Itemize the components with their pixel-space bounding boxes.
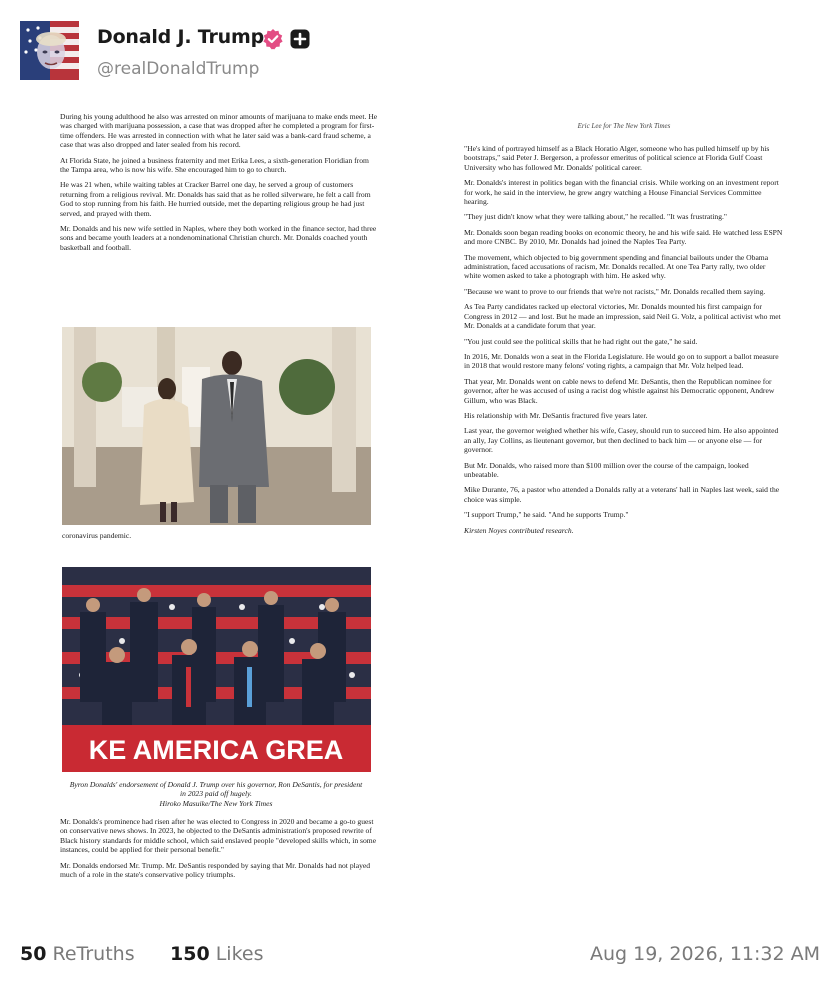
- article-left-bottom: [60, 817, 380, 885]
- display-name[interactable]: Donald J. Trump: [97, 26, 264, 48]
- article-paragraph: Mike Durante, 76, a pastor who attended a Donalds rally at a veterans' hall in Naples last week, said the choice was simple.: [464, 485, 780, 504]
- article-left-top: [60, 112, 380, 317]
- attached-article-image[interactable]: [52, 112, 783, 920]
- article-paragraph: "Because we want to prove to our friends that we're not racists," Mr. Donalds recalled them saying.: [464, 286, 766, 296]
- article-paragraph: Mr. Donalds endorsed Mr. Trump. Mr. DeSantis responded by saying that Mr. Donalds had not played much of a role in the state's conservative policy triumphs.: [60, 860, 371, 880]
- verified-badge-icon: [262, 28, 284, 50]
- article-paragraph: Mr. Donalds and his new wife settled in Naples, where they both worked in the finance sector, had three sons and became youth leaders at a nondenominational Christian church. Mr. Donalds coached youth basketball and football.: [60, 224, 377, 252]
- article-right-column: [464, 144, 784, 541]
- likes-stat[interactable]: [170, 943, 264, 965]
- photo-credit-top: Eric Lee for The New York Times: [577, 122, 671, 130]
- retruths-stat[interactable]: [20, 943, 135, 965]
- post-timestamp[interactable]: Aug 19, 2026, 11:32 AM: [589, 943, 820, 965]
- article-paragraph: Mr. Donalds's prominence had risen after he was elected to Congress in 2020 and became a go-to guest on conservative news shows. In 2023, he objected to the DeSantis administration's proposed rewrite of Black history standards for middle school, which said enslaved people "developed skills which, in some instances, could be applied for their personal benefit.": [60, 817, 377, 855]
- photo-label: coronavirus pandemic.: [62, 531, 132, 540]
- avatar-image: [20, 21, 79, 80]
- article-paragraph: "They just didn't know what they were talking about," he recalled. "It was frustrating.": [464, 212, 728, 222]
- article-photo-couple: [62, 327, 371, 525]
- photo-caption: [66, 780, 366, 808]
- article-paragraph: As Tea Party candidates racked up electoral victories, Mr. Donalds mounted his first campaign for Congress in 2012 — and lost. But he made an impression, said Neil G. Volz, a political activist who met Mr. Donalds at a candidate forum that year.: [464, 302, 781, 331]
- article-paragraph: But Mr. Donalds, who raised more than $100 million over the course of the campaign, looked unbeatable.: [464, 460, 749, 479]
- article-paragraph: "He's kind of portrayed himself as a Black Horatio Alger, someone who has pulled himself up by his bootstraps," said Peter J. Bergerson, a professor emeritus of political science at Florida Gulf Coast University who has followed Mr. Donalds' political career.: [464, 144, 770, 172]
- article-paragraph: Mr. Donalds's interest in politics began with the financial crisis. While working on an investment report for work, he said in the interview, he grew angry watching a House Financial Services Committee hearing.: [464, 178, 779, 207]
- post-stats: [20, 943, 820, 971]
- article-paragraph: During his young adulthood he also was arrested on minor amounts of marijuana to make ends meet. He was charged with marijuana possession, a case that was dropped after he completed a program for first-time offenders. He was arrested in connection with what he later said was a bank-card fraud scheme, a case that was also dropped and later sealed from his record.: [60, 112, 378, 150]
- photo-caption-text: Byron Donalds' endorsement of Donald J. Trump over his governor, Ron DeSantis, for president in 2023 paid off hugely.: [69, 780, 363, 799]
- user-handle[interactable]: @realDonaldTrump: [97, 59, 260, 79]
- article-paragraph: Mr. Donalds soon began reading books on economic theory, he and his wife said. He watched less ESPN and more CNBC. By 2010, Mr. Donalds had joined the Naples Tea Party.: [464, 227, 783, 247]
- banner-text: KE AMERICA GREA: [88, 735, 344, 765]
- avatar[interactable]: [20, 21, 79, 80]
- article-paragraph: His relationship with Mr. DeSantis fractured five years later.: [464, 410, 648, 420]
- article-paragraph: "I support Trump," he said. "And he supports Trump.": [464, 510, 629, 520]
- article-paragraph: The movement, which objected to big government spending and financial bailouts under the Obama administration, faced accusations of racism, Mr. Donalds recalled. At one Tea Party rally, two older white women asked to take a photograph with him. He asked why.: [464, 252, 769, 281]
- article-paragraph: Last year, the governor weighed whether his wife, Casey, should run to succeed him. He also appointed an ally, Jay Collins, as lieutenant governor, but then declined to back him — or anyone else — for governor.: [464, 426, 779, 455]
- article-paragraph: That year, Mr. Donalds went on cable news to defend Mr. DeSantis, then the Republican nominee for governor, after he was accused of using a racist dog whistle against his Democratic opponent, Andrew Gillum, who was Black.: [464, 376, 775, 405]
- retruths-count: 50: [20, 943, 47, 965]
- article-paragraph: He was 21 when, while waiting tables at Cracker Barrel one day, he served a group of customers returning from a religious revival. Mr. Donalds has said that as he rolled silverware, he felt a call from God to stop running from his faith. He hurried outside, met the departing religious group he had just served, and prayed with them.: [60, 180, 371, 218]
- article-paragraph: At Florida State, he joined a business fraternity and met Erika Lees, a sixth-generation Floridian from the Tampa area, who is now his wife. She encouraged him to go to church.: [60, 155, 369, 175]
- article-photo-convention: [62, 567, 371, 772]
- plus-badge-icon: [290, 29, 310, 49]
- retruths-label: ReTruths: [52, 943, 135, 965]
- contrib-note: Kirsten Noyes contributed research.: [464, 525, 574, 535]
- article-paragraph: In 2016, Mr. Donalds won a seat in the Florida Legislature. He would go on to support a ballot measure in 2018 that would restore many felons' voting rights, a campaign that Mr. Volz helped lead.: [464, 351, 779, 371]
- article-paragraph: "You just could see the political skills that he had right out the gate," he said.: [464, 336, 698, 346]
- likes-label: Likes: [215, 943, 264, 965]
- photo-caption-credit: Hiroko Masuike/The New York Times: [159, 798, 273, 808]
- likes-count: 150: [170, 943, 210, 965]
